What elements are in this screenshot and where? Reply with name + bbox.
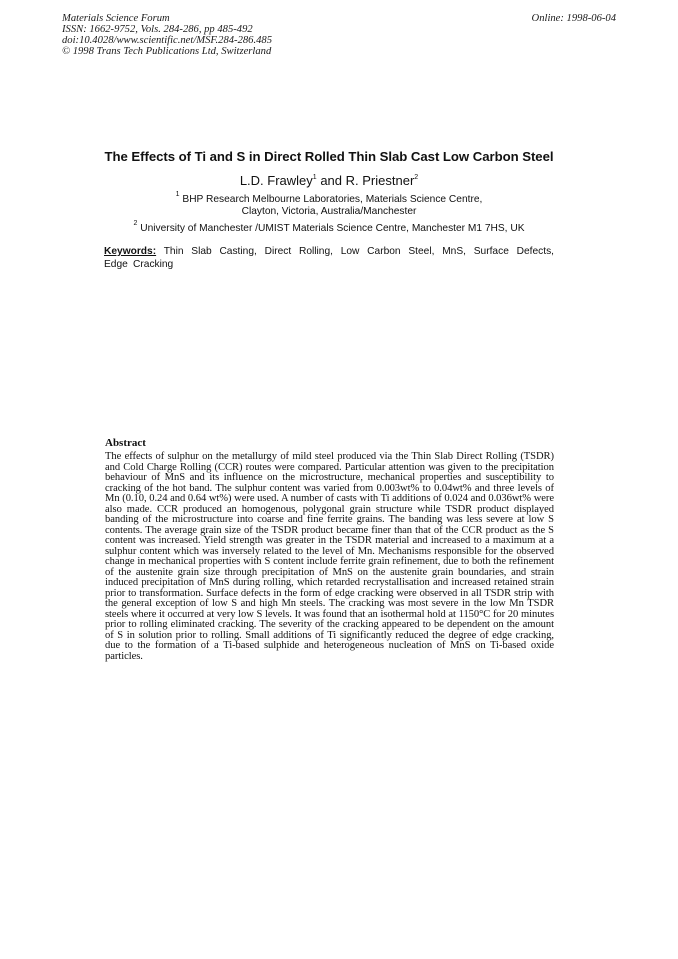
affiliation-mark: 1 [175,191,180,198]
journal-name: Materials Science Forum [62,13,170,24]
author-list [104,173,554,189]
affiliation-mark: 1 [312,174,317,181]
abstract-body: The effects of sulphur on the metallurgy of mild steel produced via the Thin Slab Direct Rolling (TSDR) and Cold Charge Rolling (CCR) routes were compared. Particular attention was given to the precipitation behaviour of MnS and its influence on the microstructure, mechanical properties and susceptibility to cracking of the hot band. The sulphur content was varied from 0.003wt% to 0.04wt% and three levels of Mn (0.10, 0.24 and 0.64 wt%) were used. A number of casts with Ti additions of 0.024 and 0.036wt% were also made. CCR produced an homogenous, polygonal grain structure while TSDR product displayed banding of the microstructure into coarse and fine ferrite grains. The banding was less severe at low S contents. The average grain size of the TSDR product became finer than that of the CCR product as the S content was increased. Yield strength was greater in the TSDR material and increased to a maximum at a sulphur content which was inversely related to the level of Mn. Mechanisms responsible for the observed change in mechanical properties with S content include ferrite grain refinement, due to both the refinement of the austenite grain size through precipitation of MnS on the austenite grain boundaries, and strain induced precipitation of MnS during rolling, which retarded recrystallisation and increased retained strain prior to transformation. Surface defects in the form of edge cracking were observed in all TSDR strip with the general exception of low S and high Mn steels. The cracking was most severe in the low Mn TSDR steels where it occurred at very low S levels. It was found that an isothermal hold at 1150°C for 20 minutes prior to rolling eliminated cracking. The severity of the cracking appeared to be dependent on the amount of S in solution prior to rolling. Small additions of Ti significantly reduced the degree of edge cracking, due to the formation of a Ti-based sulphide and heterogeneous nucleation of MnS on Ti-based oxide particles. [105,451,554,662]
author-conjunction: and [320,173,343,188]
affiliation-1 [104,191,554,217]
front-matter [104,148,554,235]
issn-volume-pages: ISSN: 1662-9752, Vols. 284-286, pp 485-492 [62,24,253,35]
keywords-label: Keywords: [104,246,157,257]
keywords [104,246,554,271]
author-name: L.D. Frawley [239,173,313,188]
paper-title: The Effects of Ti and S in Direct Rolled Thin Slab Cast Low Carbon Steel [104,149,554,164]
affiliation-line: Clayton, Victoria, Australia/Manchester [241,205,417,217]
affiliation-mark: 2 [133,220,138,227]
affiliation-2 [104,220,554,235]
copyright: © 1998 Trans Tech Publications Ltd, Switzerland [62,46,272,57]
affiliation-line: University of Manchester /UMIST Materials Science Centre, Manchester M1 7HS, UK [140,223,525,234]
abstract-heading: Abstract [105,437,146,449]
journal-header [62,13,272,57]
affiliation-mark: 2 [414,174,419,181]
abstract-section [105,436,554,662]
keywords-list: Thin Slab Casting, Direct Rolling, Low Carbon Steel, MnS, Surface Defects, Edge Cracking [104,246,554,270]
online-date: Online: 1998-06-04 [531,13,616,24]
doi: doi:10.4028/www.scientific.net/MSF.284-286.485 [62,35,272,46]
author-name: R. Priestner [345,173,415,188]
affiliation-line: BHP Research Melbourne Laboratories, Materials Science Centre, [182,194,483,205]
